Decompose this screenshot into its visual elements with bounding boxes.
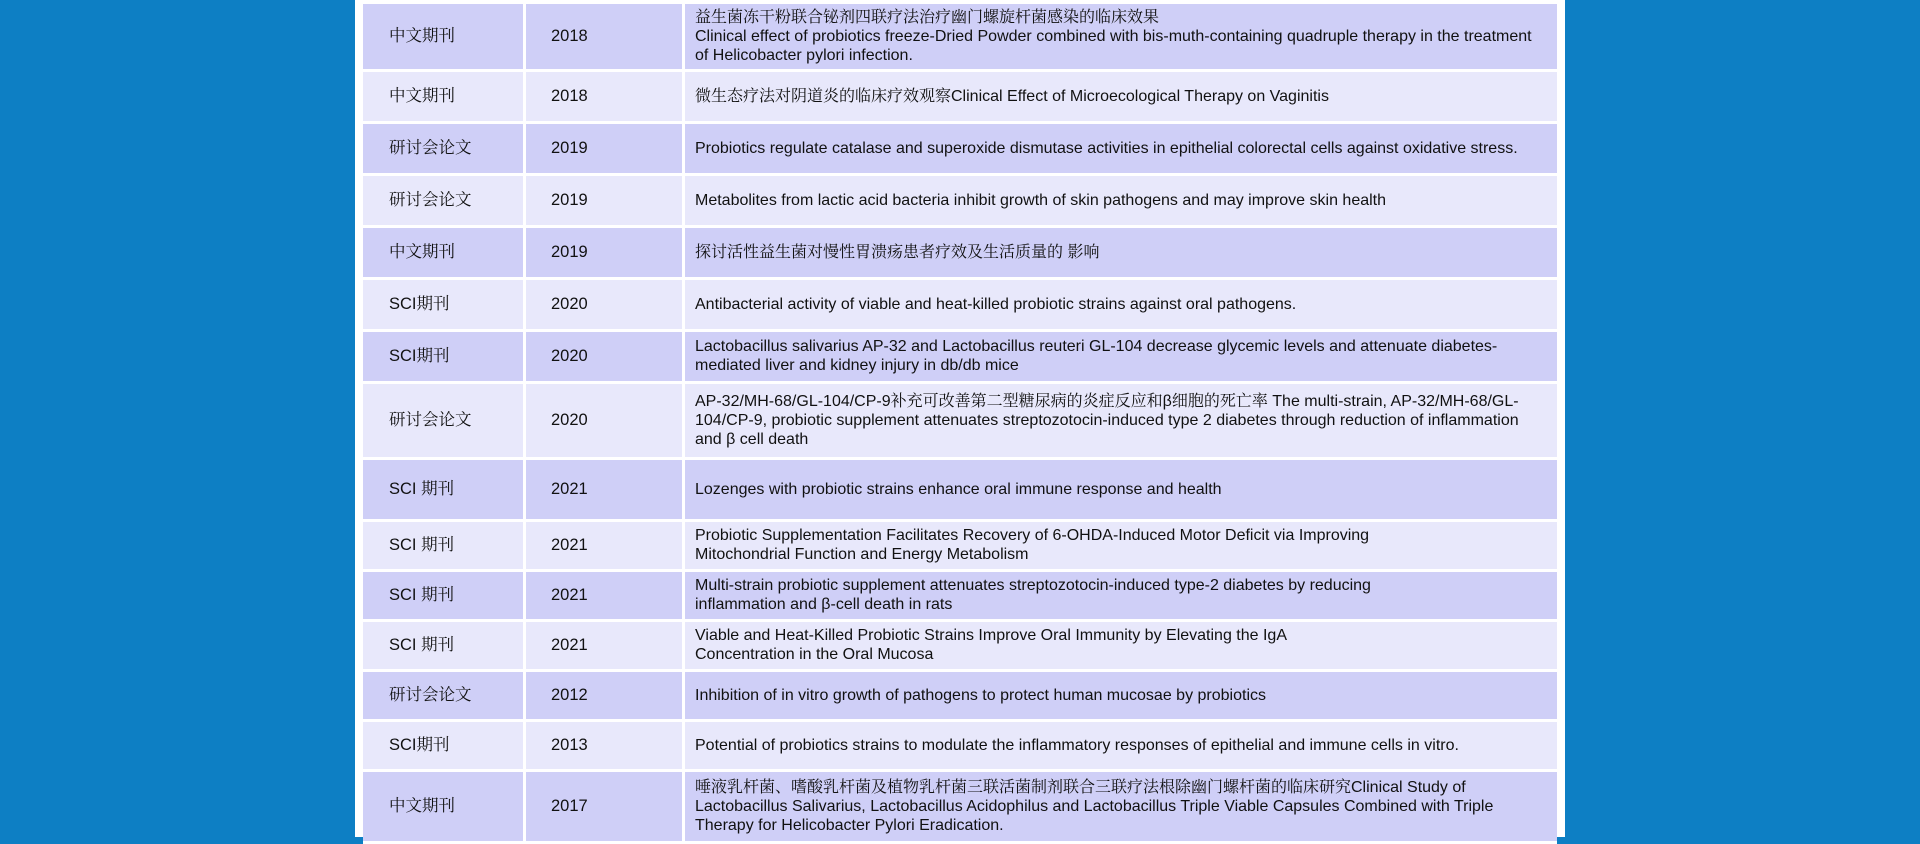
publication-year-cell: 2020: [525, 382, 684, 458]
publication-title-cell: Probiotic Supplementation Facilitates Recovery of 6-OHDA-Induced Motor Deficit via Improving Mitochondrial Function and Energy Metabolism: [684, 520, 1558, 570]
publication-year-cell: 2018: [525, 70, 684, 122]
publication-type-cell: SCI 期刊: [363, 620, 525, 670]
publication-type-cell: SCI期刊: [363, 720, 525, 770]
table-row: [363, 330, 1557, 382]
publication-title-cell: Metabolites from lactic acid bacteria inhibit growth of skin pathogens and may improve skin health: [684, 174, 1558, 226]
table-row: [363, 570, 1557, 620]
publication-title-cell: Potential of probiotics strains to modulate the inflammatory responses of epithelial and immune cells in vitro.: [684, 720, 1558, 770]
publication-title-cell: Lactobacillus salivarius AP-32 and Lactobacillus reuteri GL-104 decrease glycemic levels and attenuate diabetes- mediated liver and kidney injury in db/db mice: [684, 330, 1558, 382]
publication-title-cell: Viable and Heat-Killed Probiotic Strains Improve Oral Immunity by Elevating the IgA Concentration in the Oral Mucosa: [684, 620, 1558, 670]
publication-year-cell: 2021: [525, 458, 684, 520]
table-row: [363, 278, 1557, 330]
table-row: [363, 4, 1557, 70]
publication-title-cell: Lozenges with probiotic strains enhance oral immune response and health: [684, 458, 1558, 520]
slide-page: [355, 0, 1565, 837]
publication-title-cell: 微生态疗法对阴道炎的临床疗效观察Clinical Effect of Microecological Therapy on Vaginitis: [684, 70, 1558, 122]
publication-title-cell: Probiotics regulate catalase and superoxide dismutase activities in epithelial colorectal cells against oxidative stress.: [684, 122, 1558, 174]
publication-title-cell: Multi-strain probiotic supplement attenuates streptozotocin-induced type-2 diabetes by reducing inflammation and β-cell death in rats: [684, 570, 1558, 620]
table-row: [363, 520, 1557, 570]
publication-type-cell: SCI 期刊: [363, 458, 525, 520]
publication-type-cell: 中文期刊: [363, 770, 525, 842]
table-row: [363, 620, 1557, 670]
publication-table: [363, 4, 1557, 844]
table-row: [363, 226, 1557, 278]
publication-year-cell: 2019: [525, 122, 684, 174]
publication-title-cell: 唾液乳杆菌、嗜酸乳杆菌及植物乳杆菌三联活菌制剂联合三联疗法根除幽门螺杆菌的临床研究Clinical Study of Lactobacillus Salivarius, Lactobacillus Acidophilus and Lactobacillus Triple Viable Capsules Combined with Triple Therapy for Helicobacter Pylori Eradication.: [684, 770, 1558, 842]
publication-year-cell: 2013: [525, 720, 684, 770]
publication-type-cell: 中文期刊: [363, 4, 525, 70]
publication-year-cell: 2012: [525, 670, 684, 720]
publication-type-cell: 研讨会论文: [363, 382, 525, 458]
publication-type-cell: SCI期刊: [363, 278, 525, 330]
publication-type-cell: 研讨会论文: [363, 670, 525, 720]
publication-title-cell: Inhibition of in vitro growth of pathogens to protect human mucosae by probiotics: [684, 670, 1558, 720]
publication-type-cell: 研讨会论文: [363, 122, 525, 174]
publication-year-cell: 2019: [525, 174, 684, 226]
publication-type-cell: 中文期刊: [363, 226, 525, 278]
publication-year-cell: 2020: [525, 330, 684, 382]
table-row: [363, 670, 1557, 720]
publication-year-cell: 2021: [525, 570, 684, 620]
publication-year-cell: 2020: [525, 278, 684, 330]
publication-year-cell: 2018: [525, 4, 684, 70]
table-row: [363, 720, 1557, 770]
publication-type-cell: SCI 期刊: [363, 570, 525, 620]
publication-type-cell: 中文期刊: [363, 70, 525, 122]
publication-title-cell: 探讨活性益生菌对慢性胃溃疡患者疗效及生活质量的 影响: [684, 226, 1558, 278]
publication-type-cell: 研讨会论文: [363, 174, 525, 226]
publication-type-cell: SCI期刊: [363, 330, 525, 382]
table-row: [363, 122, 1557, 174]
table-row: [363, 70, 1557, 122]
table-row: [363, 770, 1557, 842]
table-row: [363, 382, 1557, 458]
publication-year-cell: 2021: [525, 620, 684, 670]
publication-title-cell: Antibacterial activity of viable and heat-killed probiotic strains against oral pathogens.: [684, 278, 1558, 330]
publication-year-cell: 2019: [525, 226, 684, 278]
publication-type-cell: SCI 期刊: [363, 520, 525, 570]
publication-title-cell: AP-32/MH-68/GL-104/CP-9补充可改善第二型糖尿病的炎症反应和β细胞的死亡率 The multi-strain, AP-32/MH-68/GL-104/CP-9, probiotic supplement attenuates streptozotocin-induced type 2 diabetes through reduction of inflammation and β cell death: [684, 382, 1558, 458]
publication-year-cell: 2021: [525, 520, 684, 570]
table-row: [363, 458, 1557, 520]
table-row: [363, 174, 1557, 226]
publication-title-cell: 益生菌冻干粉联合铋剂四联疗法治疗幽门螺旋杆菌感染的临床效果 Clinical effect of probiotics freeze-Dried Powder combined with bis-muth-containing quadruple therapy in the treatment of Helicobacter pylori infection.: [684, 4, 1558, 70]
publication-year-cell: 2017: [525, 770, 684, 842]
